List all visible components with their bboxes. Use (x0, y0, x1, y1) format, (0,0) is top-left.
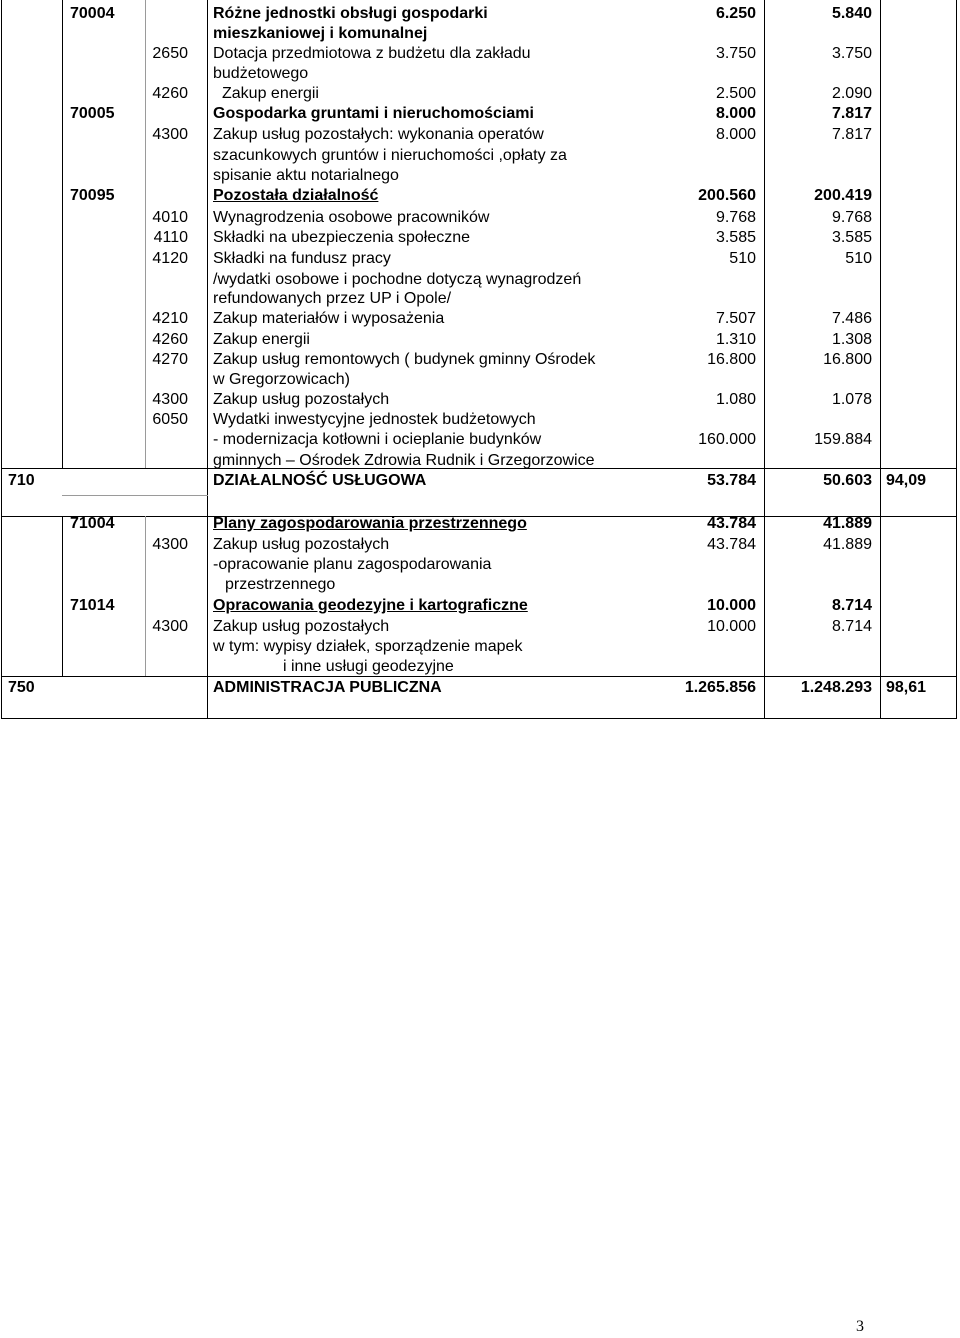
row-desc-line: Różne jednostki obsługi gospodarki (213, 5, 488, 22)
exec-value: 1.248.293 (800, 679, 872, 696)
plan-value: 9.768 (715, 209, 756, 226)
plan-value: 1.310 (715, 331, 756, 348)
row-desc-line: Zakup usług remontowych ( budynek gminny Ośrodek (213, 351, 596, 368)
chapter-code: 70095 (70, 187, 115, 204)
plan-value: 43.784 (707, 536, 756, 553)
section-number: 750 (8, 679, 35, 696)
row-desc-line: Składki na fundusz pracy (213, 250, 391, 267)
exec-value: 41.889 (823, 536, 872, 553)
plan-value: 1.265.856 (684, 679, 756, 696)
paragraph-code: 4260 (152, 331, 188, 348)
exec-value: 1.078 (831, 391, 872, 408)
row-desc-line: Dotacja przedmiotowa z budżetu dla zakładu (213, 45, 531, 62)
row-desc-line: Zakup usług pozostałych: wykonania operatów (213, 126, 544, 143)
row-desc-line: Wydatki inwestycyjne jednostek budżetowych (213, 411, 536, 428)
section-title: DZIAŁALNOŚĆ USŁUGOWA (213, 472, 427, 489)
exec-value: 7.817 (831, 105, 872, 122)
exec-value: 8.714 (831, 618, 872, 635)
plan-value: 53.784 (707, 472, 756, 489)
chapter-code: 71014 (70, 597, 115, 614)
section-number: 710 (8, 472, 35, 489)
plan-value: 2.500 (715, 85, 756, 102)
row-desc-line: Zakup usług pozostałych (213, 536, 390, 553)
row-desc-line: budżetowego (213, 65, 309, 82)
exec-value: 1.308 (831, 331, 872, 348)
plan-value: 510 (729, 250, 756, 267)
row-desc-line: Gospodarka gruntami i nieruchomościami (213, 105, 534, 122)
plan-value: 8.000 (715, 126, 756, 143)
percent-value: 98,61 (886, 679, 927, 696)
row-desc-line: -opracowanie planu zagospodarowania (213, 556, 492, 573)
row-desc-line: przestrzennego (225, 576, 336, 593)
percent-value: 94,09 (886, 472, 927, 489)
plan-value: 43.784 (707, 515, 756, 532)
exec-value: 7.817 (831, 126, 872, 143)
row-desc-line: Zakup energii (222, 85, 319, 102)
row-desc-line: Wynagrodzenia osobowe pracowników (213, 209, 490, 226)
row-desc-line: - modernizacja kotłowni i ocieplanie budynków (213, 431, 542, 448)
exec-value: 8.714 (831, 597, 872, 614)
row-desc-line: gminnych – Ośrodek Zdrowia Rudnik i Grzegorzowice (213, 452, 595, 469)
exec-value: 41.889 (823, 515, 872, 532)
row-desc-line: /wydatki osobowe i pochodne dotyczą wynagrodzeń (213, 271, 582, 288)
exec-value: 16.800 (823, 351, 872, 368)
plan-value: 3.585 (715, 229, 756, 246)
chapter-code: 70004 (70, 5, 115, 22)
plan-value: 7.507 (715, 310, 756, 327)
row-desc-line: Zakup materiałów i wyposażenia (213, 310, 445, 327)
plan-value: 200.560 (698, 187, 756, 204)
plan-value: 16.800 (707, 351, 756, 368)
exec-value: 159.884 (814, 431, 872, 448)
row-desc-line: Zakup energii (213, 331, 310, 348)
row-desc-line: Składki na ubezpieczenia społeczne (213, 229, 471, 246)
row-desc-line: w tym: wypisy działek, sporządzenie mapek (213, 638, 523, 655)
paragraph-code: 4110 (153, 229, 188, 246)
row-desc-line: w Gregorzowicach) (213, 371, 350, 388)
plan-value: 10.000 (707, 618, 756, 635)
row-desc-line: i inne usługi geodezyjne (283, 658, 454, 675)
paragraph-code: 4120 (152, 250, 188, 267)
chapter-code: 70005 (70, 105, 115, 122)
page-number: 3 (856, 1318, 864, 1335)
plan-value: 6.250 (715, 5, 756, 22)
plan-value: 10.000 (707, 597, 756, 614)
paragraph-code: 4010 (152, 209, 188, 226)
exec-value: 5.840 (831, 5, 872, 22)
exec-value: 7.486 (831, 310, 872, 327)
section-title: ADMINISTRACJA PUBLICZNA (213, 679, 442, 696)
paragraph-code: 2650 (152, 45, 188, 62)
exec-value: 50.603 (823, 472, 872, 489)
exec-value: 2.090 (831, 85, 872, 102)
chapter-code: 71004 (70, 515, 115, 532)
exec-value: 9.768 (831, 209, 872, 226)
row-desc-line: Plany zagospodarowania przestrzennego (213, 515, 527, 532)
row-desc-line: mieszkaniowej i komunalnej (213, 25, 428, 42)
paragraph-code: 4300 (152, 391, 188, 408)
paragraph-code: 4210 (152, 310, 188, 327)
row-desc-line: spisanie aktu notarialnego (213, 167, 399, 184)
exec-value: 3.750 (831, 45, 872, 62)
row-desc-line: Zakup usług pozostałych (213, 618, 390, 635)
plan-value: 8.000 (715, 105, 756, 122)
row-desc-line: refundowanych przez UP i Opole/ (213, 290, 452, 307)
exec-value: 200.419 (814, 187, 872, 204)
exec-value: 3.585 (831, 229, 872, 246)
paragraph-code: 4300 (152, 618, 188, 635)
row-desc-line: Zakup usług pozostałych (213, 391, 390, 408)
plan-value: 3.750 (715, 45, 756, 62)
plan-value: 1.080 (715, 391, 756, 408)
paragraph-code: 6050 (152, 411, 188, 428)
paragraph-code: 4300 (152, 536, 188, 553)
exec-value: 510 (845, 250, 872, 267)
row-desc-line: Opracowania geodezyjne i kartograficzne (213, 597, 528, 614)
row-desc-line: Pozostała działalność (213, 187, 379, 204)
plan-value: 160.000 (698, 431, 756, 448)
paragraph-code: 4260 (152, 85, 188, 102)
paragraph-code: 4270 (152, 351, 188, 368)
paragraph-code: 4300 (152, 126, 188, 143)
row-desc-line: szacunkowych gruntów i nieruchomości ,opłaty za (213, 147, 567, 164)
